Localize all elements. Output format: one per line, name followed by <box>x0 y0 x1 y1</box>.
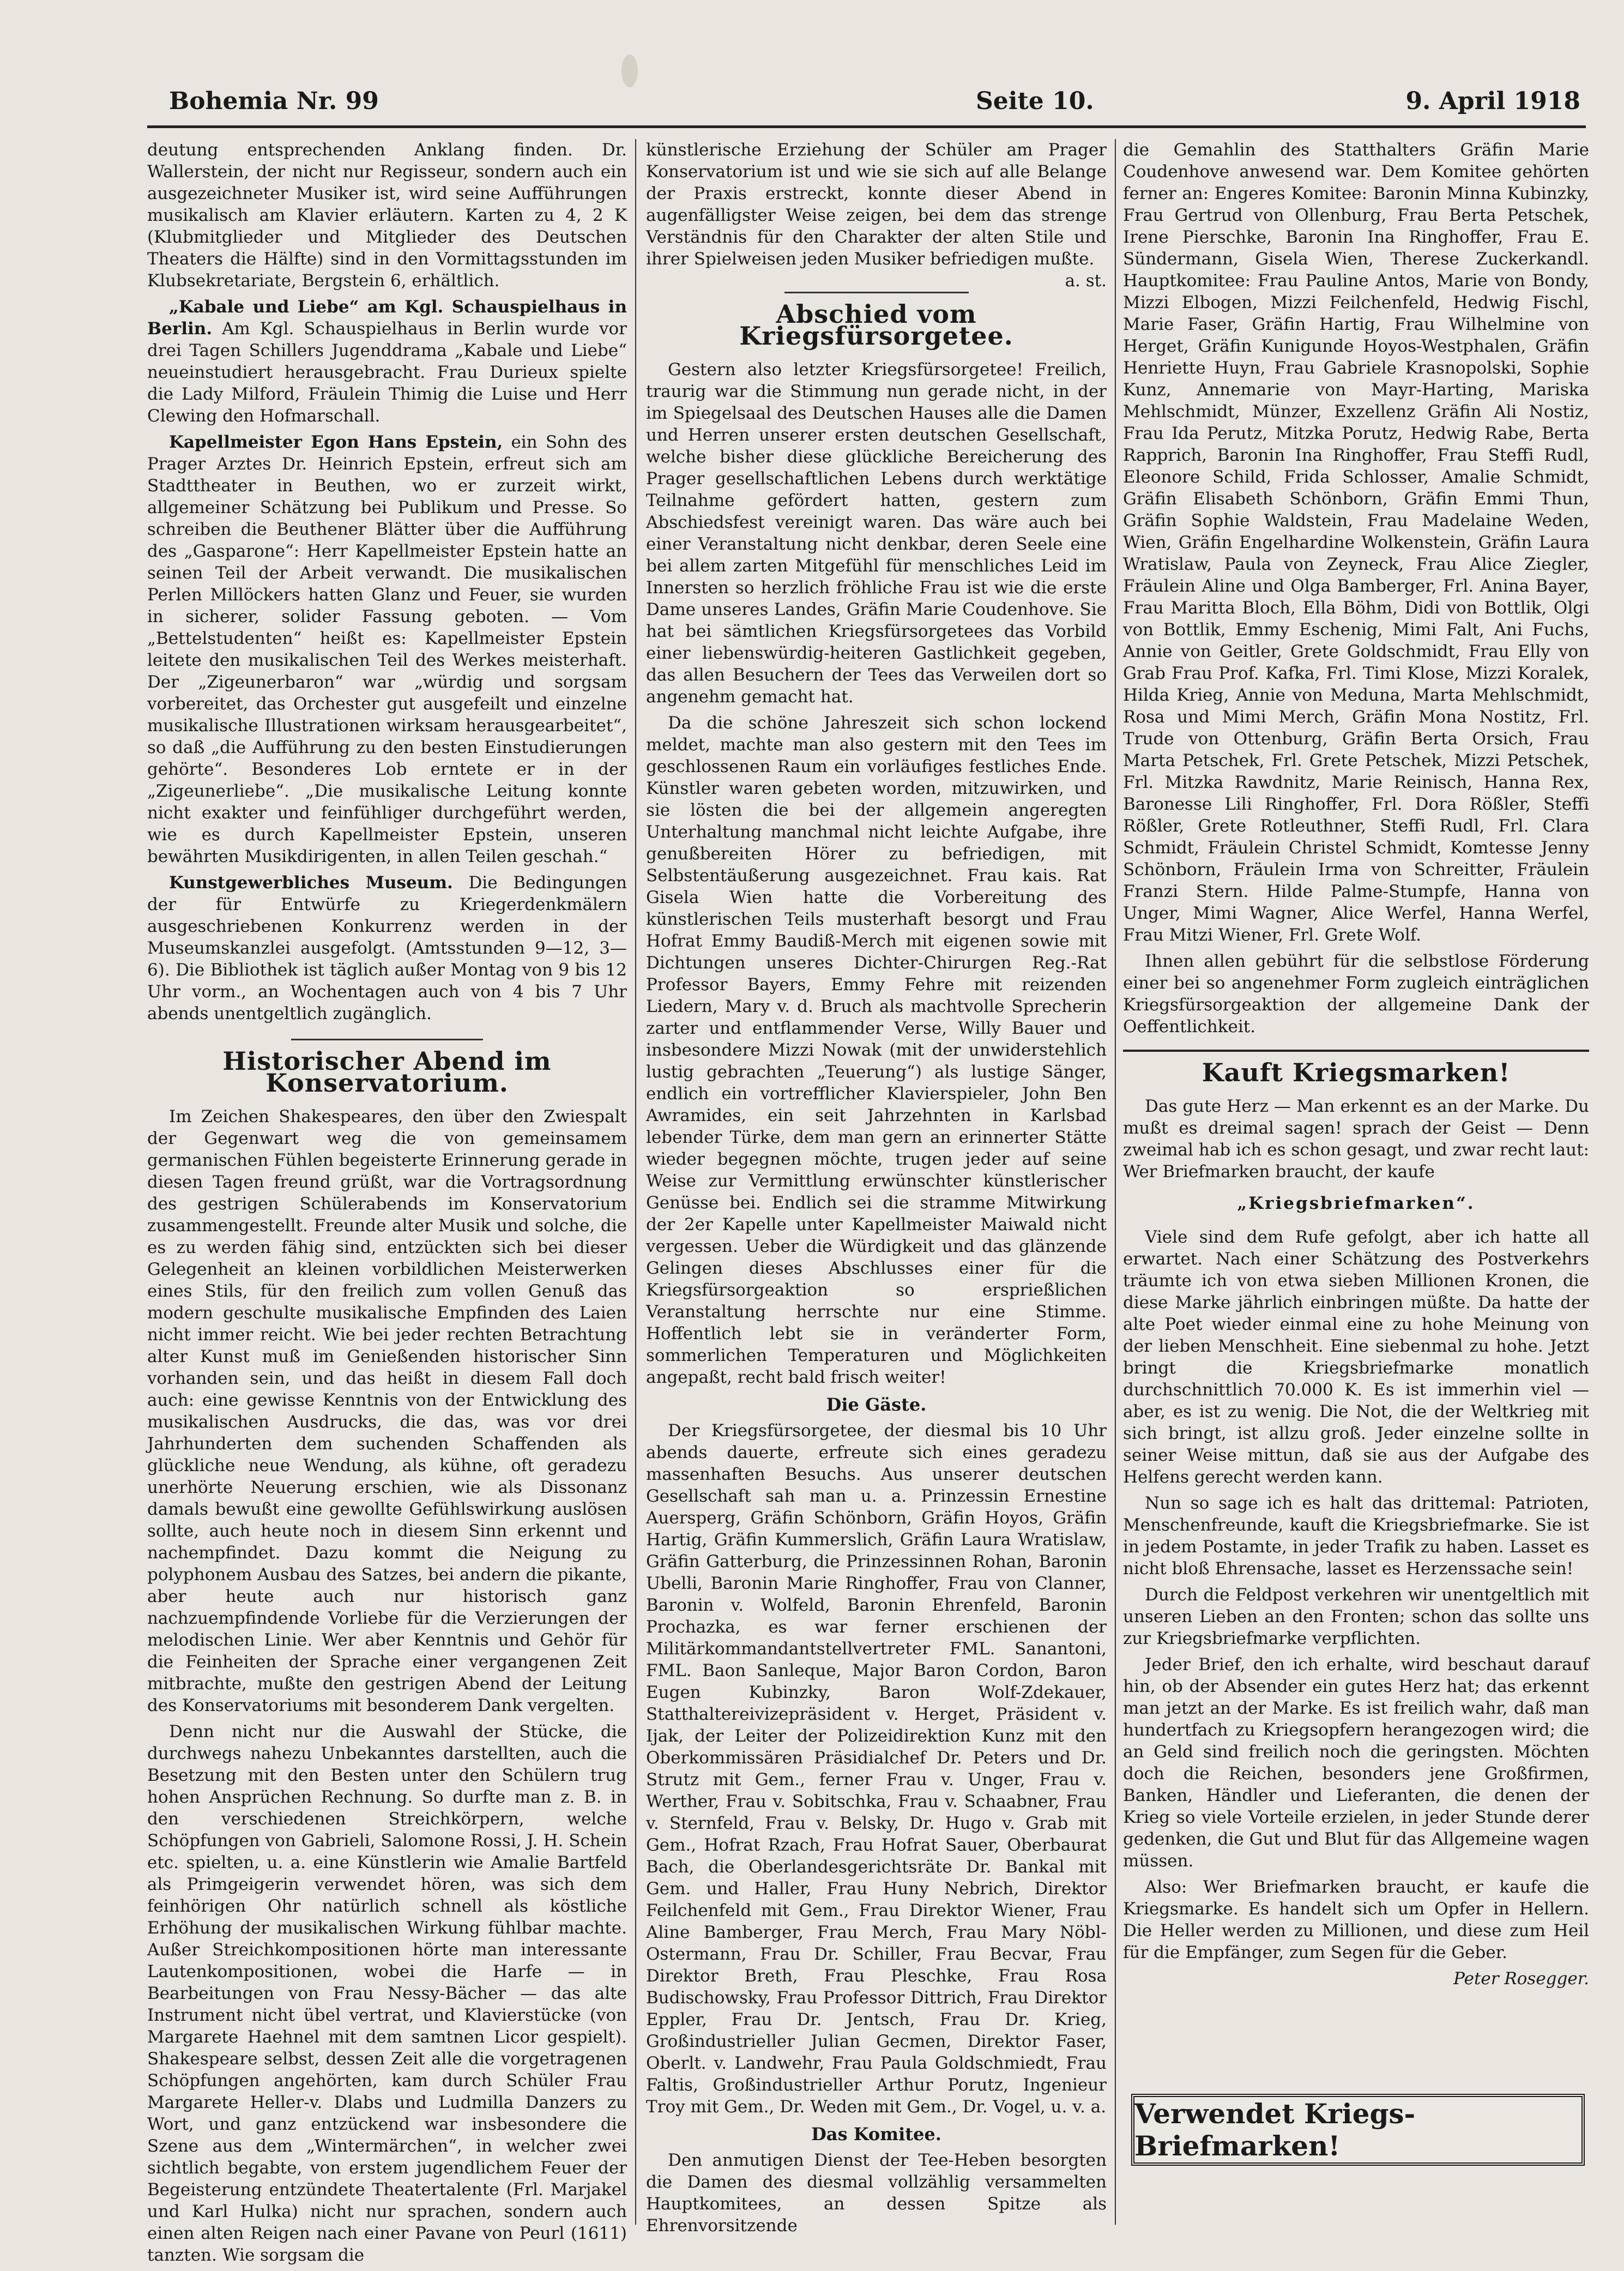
section-divider <box>1123 1050 1589 1052</box>
news-item-lead: „Kabale und Liebe“ am Kgl. Schauspielhaus in Berlin. <box>147 297 627 339</box>
column-right <box>1123 139 1589 2225</box>
article-text: deutung entsprechenden Anklang finden. Dr. Wallerstein, der nicht nur Regisseur, sondern auch ein ausgezeichneter Musiker ist, wird seine Aufführungen musikalisch am Klavier erläutern. Karten zu 4, 2 K (Klubmitglieder und Mitglieder des Deutschen Theaters die Hälfte) sind in den Vormittagsstunden im Klubsekretariate, Bergstein 6, erhältlich. <box>147 140 627 291</box>
news-item-body: Die Bedingungen der für Entwürfe zu Kriegerdenkmälern ausgeschriebenen Konkurrenz werden in der Museumskanzlei ausgefolgt. (Amtsstunden 9—12, 3—6). Die Bibliothek ist täglich außer Montag von 9 bis 12 Uhr vorm., an Wochentagen auch von 4 bis 7 Uhr abends unentgeltlich zugänglich. <box>147 873 627 1023</box>
column-left <box>147 139 627 2265</box>
section-divider <box>784 292 969 293</box>
subheading: Das Komitee. <box>811 2124 941 2145</box>
news-item-lead: Kunstgewerbliches Museum. <box>169 873 453 893</box>
page-header <box>147 82 1586 128</box>
article-paragraph: Das gute Herz — Man erkennt es an der Marke. Du mußt es dreimal sagen! sprach der Geist — Denn zweimal hab ich es schon gesagt, und zwar recht laut: Wer Briefmarken braucht, der kaufe <box>1123 1097 1589 1182</box>
author-signature: Peter Rosegger. <box>1453 1969 1589 1989</box>
article-signature: a. st. <box>1065 271 1107 291</box>
article-paragraph: Viele sind dem Rufe gefolgt, aber ich hatte all erwartet. Nach einer Schätzung des Postverkehrs träumte ich von etwa sieben Millionen Kronen, die diese Marke jährlich einbringen müßte. Da hatte der alte Poet wieder einmal eine zu hohe Meinung von der lieben Menschheit. Eine siebenmal zu hohe. Jetzt bringt die Kriegsbriefmarke monatlich durchschnittlich 70.000 K. Es ist immerhin viel — aber, es ist zu wenig. Die Not, die der Weltkrieg mit sich bringt, ist allzu groß. Jeder einzelne sollte in seiner Weise mittun, daß sie aus der Aufgabe des Helfens gerecht werden kann. <box>1123 1227 1589 1487</box>
news-item-body: ein Sohn des Prager Arztes Dr. Heinrich Epstein, erfreut sich am Stadttheater in Beuthen, wo er zurzeit wirkt, allgemeiner Schätzung bei Publikum und Presse. So schreiben die Beuthener Blätter über die Aufführung des „Gasparone“: Herr Kapellmeister Epstein hatte an seinen Teil der Arbeit verwandt. Die musikalischen Perlen Millöckers hatten Glanz und Feuer, sie wurden in sicherer, solider Fassung geboten. — Vom „Bettelstudenten“ heißt es: Kapellmeister Epstein leitete den musikalischen Teil des Werkes meisterhaft. Der „Zigeunerbaron“ war „würdig und sorgsam vorbereitet, das Orchester gut ausgefeilt und einzelne musikalische Illustrationen wirksam herausgearbeitet“, so daß „die Aufführung zu den besten Einstudierungen gehörte“. Besonderes Lob erntete er in der „Zigeunerliebe“. „Die musikalische Leitung konnte nicht exakter und feinfühliger durchgeführt werden, wie es durch Kapellmeister Epstein, unseren bewährten Musikdirigenten, in allen Teilen geschah.“ <box>147 432 627 866</box>
news-item <box>147 431 627 868</box>
article-text: die Gemahlin des Statthalters Gräfin Marie Coudenhove anwesend war. Dem Komitee gehörten ferner an: Engeres Komitee: Baronin Minna Kubinzky, Frau Gertrud von Ollenburg, Frau Berta Petschek, Irene Pierschke, Baronin Ina Ringhoffer, Frau E. Sündermann, Gisela Wien, Therese Zuckerkandl. Hauptkomitee: Frau Pauline Antos, Marie von Bondy, Mizzi Elbogen, Mizzi Feilchenfeld, Hedwig Fischl, Marie Faser, Gräfin Hartig, Frau Wilhelmine von Herget, Gräfin Kunigunde Hoyos-Westphalen, Gräfin Henriette Huyn, Frau Gabriele Krasnopolski, Sophie Kunz, Annemarie von Mayr-Harting, Mariska Mehlschmidt, Münzer, Exzellenz Gräfin Ali Nostiz, Frau Ida Perutz, Mitzka Porutz, Hedwig Rabe, Berta Rapprich, Baronin Ina Ringhoffer, Frau Steffi Rudl, Eleonore Schild, Frida Schlosser, Amalie Schmidt, Gräfin Elisabeth Schönborn, Gräfin Emmi Thun, Gräfin Sophie Waldstein, Frau Madelaine Weden, Wien, Gräfin Engelhardine Wolkenstein, Gräfin Laura Wratislaw, Paula von Zeyneck, Frau Alice Ziegler, Fräulein Aline und Olga Bamberger, Frl. Anina Bayer, Frau Maritta Bloch, Ella Böhm, Didi von Bottlik, Olgi von Bottlik, Emmy Eschenig, Mimi Falt, Ani Fuchs, Annie von Geitler, Grete Goldschmidt, Frau Elly von Grab Frau Prof. Kafka, Frl. Timi Klose, Mizzi Koralek, Hilda Krieg, Annie von Meduna, Marta Mehlschmidt, Rosa und Mimi Merch, Gräfin Mona Nostitz, Frl. Trude von Ottenburg, Gräfin Berta Orsich, Frau Marta Petschek, Frl. Grete Petschek, Mizzi Petschek, Frl. Mitzka Rawdnitz, Marie Reinisch, Hanna Rex, Baronesse Lili Ringhoffer, Frl. Dora Rößler, Steffi Rößler, Grete Rotleuthner, Steffi Rudl, Frl. Clara Schmidt, Fräulein Christel Schmidt, Komtesse Jenny Schönborn, Fräulein Irma von Schreitter, Fräulein Franzi Stern. Hilde Palme-Stumpfe, Hanna von Unger, Mimi Wagner, Alice Werfel, Hanna Werfel, Frau Mitzi Wiener, Frl. Grete Wolf. <box>1123 140 1589 945</box>
news-item-body: Am Kgl. Schauspielhaus in Berlin wurde vor drei Tagen Schillers Jugenddrama „Kabale und Liebe“ neueinstudiert herausgebracht. Frau Durieux spielte die Lady Milford, Fräulein Thimig die Luise und Herr Clewing den Hofmarschall. <box>147 319 627 426</box>
section-divider <box>291 1039 483 1040</box>
column-middle <box>646 139 1107 2236</box>
article-headline: Abschied vom Kriegsfürsorgetee. <box>739 299 1013 351</box>
article-headline: Historischer Abend im Konservatorium. <box>222 1046 552 1098</box>
issue-date: 9. April 1918 <box>1405 87 1580 115</box>
subheading: Die Gäste. <box>826 1394 927 1415</box>
paper-stain <box>621 55 638 87</box>
article-paragraph: Gestern also letzter Kriegsfürsorgetee! Freilich, traurig war die Stimmung nun gerade nicht, in der im Spiegelsaal des Deutschen Hauses alle die Damen und Herren unserer ersten deutschen Gesellschaft, welche bisher diese glückliche Bereicherung des Prager gesellschaftlichen Lebens durch werktätige Teilnahme gefördert hatten, gestern zum Abschiedsfest vereinigt waren. Das wäre auch bei einer Veranstaltung nicht denkbar, deren Seele eine bei allem zarten Mitgefühl für menschliches Leid im Innersten so herzlich fröhliche Frau ist wie die erste Dame unseres Landes, Gräfin Marie Coudenhove. Sie hat bei sämtlichen Kriegsfürsorgetees das Vorbild einer liebenswürdig-heiteren Gastlichkeit gegeben, das allen Besuchern der Tees das Verweilen dort so angenehm gemacht hat. <box>646 360 1107 707</box>
news-item <box>147 872 627 1025</box>
article-paragraph: Ihnen allen gebührt für die selbstlose Förderung einer bei so angenehmer Form zugleich einträglichen Kriegsfürsorgeaktion der allgemeine Dank der Oeffentlichkeit. <box>1123 951 1589 1037</box>
article-paragraph: Durch die Feldpost verkehren wir unentgeltlich mit unseren Lieben an den Fronten; schon das sollte uns zur Kriegsbriefmarke verpflichten. <box>1123 1585 1589 1648</box>
article-paragraph: Nun so sage ich es halt das drittemal: Patrioten, Menschenfreunde, kauft die Kriegsbriefmarke. Sie ist in jedem Postamte, in jeder Trafik zu haben. Lasset es nicht bloß Ehrensache, lasset es Herzenssache sein! <box>1123 1493 1589 1579</box>
article-paragraph: Im Zeichen Shakespeares, den über den Zwiespalt der Gegenwart weg die von gemeinsamem germanischen Fühlen begeisterte Erinnerung gerade in diesen Tagen freund grüßt, war die Vortragsordnung des gestrigen Schülerabends im Konservatorium zusammengestellt. Freunde alter Musik und solche, die es zu werden fähig sind, entzückten sich bei dieser Gelegenheit an kleinen vorbildlichen Meisterwerken eines Stils, für den freilich zum vollen Genuß das modern geschulte musikalische Empfinden des Laien nicht immer reicht. Wie bei jeder rechten Betrachtung alter Kunst muß im Genießenden historischer Sinn vorhanden sein, und das heißt in diesem Fall doch auch: eine gewisse Kenntnis von der Entwicklung des musikalischen Ausdrucks, die das, was vor drei Jahrhunderten dem suchenden Schaffenden als glückliche neue Wendung, als kühne, oft geradezu unerhörte Neuerung erschien, wie als Dissonanz damals bewußt eine gewollte Gefühlswirkung auslösen sollte, auch heute noch in diesem Sinn erkennt und nachempfindet. Dazu kommt die Neigung zu polyphonem Ausbau des Satzes, bei andern die pikante, aber heute auch nur historisch ganz nachzuempfindende Vorliebe für die Verzierungen der melodischen Linie. Wer aber Kenntnis und Gehör für die Feinheiten der Sprache einer vergangenen Zeit mitbrachte, mußte den gestrigen Abend der Leitung des Konservatoriums mit besonderem Dank vergelten. <box>147 1107 627 1715</box>
advertisement-text: Verwendet Kriegs-Briefmarken! <box>1134 2098 1416 2162</box>
article-text-body: künstlerische Erziehung der Schüler am Prager Konservatorium ist und wie sie sich auf alle Belange der Praxis erstreckt, konnte dieser Abend in augenfälligster Weise zeigen, bei dem das strenge Verständnis für den Charakter der alten Stile und ihrer Spielweisen jeden Musiker befriedigen mußte. <box>646 140 1107 269</box>
article-paragraph: Der Kriegsfürsorgetee, der diesmal bis 10 Uhr abends dauerte, erfreute sich eines geradezu massenhaften Besuchs. Aus unserer deutschen Gesellschaft sah man u. a. Prinzessin Ernestine Auersperg, Gräfin Schönborn, Gräfin Hoyos, Gräfin Hartig, Gräfin Kummerslich, Gräfin Laura Wratislaw, Gräfin Gatterburg, die Prinzessinnen Rohan, Baronin Ubelli, Baronin Marie Ringhoffer, Frau von Clanner, Baronin v. Wolfeld, Baronin Ehrenfeld, Baronin Prochazka, es war ferner erschienen der Militärkommandantstellvertreter FML. Sanantoni, FML. Baon Sanleque, Major Baron Cordon, Baron Eugen Kubinzky, Baron Wolf-Zdekauer, Statthaltereivizepräsident v. Herget, Präsident v. Ijak, der Leiter der Polizeidirektion Kunz mit den Oberkommissären Präsidialchef Dr. Peters und Dr. Strutz mit Gem., ferner Frau v. Unger, Frau v. Werther, Frau v. Sobitschka, Frau v. Schaabner, Frau v. Sternfeld, Frau v. Belsky, Dr. Hugo v. Grab mit Gem., Hofrat Rzach, Frau Hofrat Sauer, Oberbaurat Bach, die Oberlandesgerichtsräte Dr. Bankal mit Gem. und Haller, Frau Huny Nebrich, Direktor Feilchenfeld mit Gem., Frau Direktor Wiener, Frau Aline Bamberger, Frau Merch, Frau Mary Nöbl-Ostermann, Frau Dr. Schiller, Frau Becvar, Frau Direktor Breth, Frau Pleschke, Frau Rosa Budischowsky, Frau Professor Dittrich, Frau Direktor Eppler, Frau Dr. Jentsch, Frau Dr. Krieg, Großindustrieller Julian Gecmen, Direktor Faser, Oberlt. v. Landwehr, Frau Paula Goldschmiedt, Frau Faltis, Großindustrieller Arthur Porutz, Ingenieur Troy mit Gem., Dr. Weden mit Gem., Dr. Vogel, u. v. a. <box>646 1421 1107 2117</box>
article-text <box>646 139 1107 291</box>
column-rule-2 <box>1115 139 1116 2225</box>
quoted-slogan: „Kriegsbriefmarken“. <box>1237 1194 1475 1213</box>
news-item <box>147 296 627 427</box>
page-number: Seite 10. <box>976 87 1094 115</box>
article-paragraph: Denn nicht nur die Auswahl der Stücke, die durchwegs nahezu Unbekanntes darstellten, auch die Besetzung mit den Besten unter den Schülern trug hohen Ansprüchen Rechnung. So durfte man z. B. in den verschiedenen Streichkörpern, welche Schöpfungen von Gabrieli, Salomone Rossi, J. H. Schein etc. spielten, u. a. eine Künstlerin wie Amalie Bartfeld als Primgeigerin verwendet hören, was sich dem feinhörigen Ohr natürlich schnell als köstliche Erhöhung der musikalischen Wirkung fühlbar machte. Außer Streichkompositionen hörte man interessante Lautenkompositionen, wobei die Harfe — in Bearbeitungen von Frau Nessy-Bächer — das alte Instrument nicht übel vertrat, und Klavierstücke (von Margarete Haehnel mit dem samtnen Licor gespielt). Shakespeare selbst, dessen Zeit alle die vorgetragenen Schöpfungen angehörten, kam durch Schüler Frau Margarete Heller-v. Dlabs und Ludmilla Danzers zu Wort, und ganz entzückend war insbesondere die Szene aus dem „Wintermärchen“, in welcher zwei sichtlich begabte, von erstem jugendlichem Feuer der Begeisterung entzündete Theatertalente (Frl. Marjakel und Karl Hulka) nicht nur sprachen, sondern auch einen alten Reigen nach einer Pavane von Peurl (1611) tanzten. Wie sorgsam die <box>147 1722 627 2265</box>
masthead-issue: Bohemia Nr. 99 <box>169 87 379 115</box>
article-paragraph: Also: Wer Briefmarken braucht, er kaufe die Kriegsmarke. Es handelt sich um Opfer in Hellern. Die Heller werden zu Millionen, und diese zum Heil für die Empfänger, zum Segen für die Geber. <box>1123 1877 1589 1962</box>
article-paragraph: Den anmutigen Dienst der Tee-Heben besorgten die Damen des diesmal vollzählig versammelten Hauptkomitees, an dessen Spitze als Ehrenvorsitzende <box>646 2150 1107 2236</box>
column-rule-1 <box>635 139 636 2225</box>
article-paragraph: Jeder Brief, den ich erhalte, wird beschaut darauf hin, ob der Absender ein gutes Herz hat; das erkennt man jetzt an der Marke. Es ist freilich wahr, daß man hundertfach zu Kriegsopfern herangezogen wird; die an Geld sind freilich noch die geringsten. Möchten doch die Reichen, besonders jene Großfirmen, Banken, Händler und Lieferanten, die denen der Krieg so viele Vorteile erzielen, in jeder Stunde derer gedenken, die Gut und Blut für das Allgemeine wagen müssen. <box>1123 1655 1589 1871</box>
article-headline: Kauft Kriegsmarken! <box>1202 1058 1511 1087</box>
boxed-advertisement <box>1131 2094 1585 2166</box>
article-paragraph: Da die schöne Jahreszeit sich schon lockend meldet, machte man also gestern mit den Tees im geschlossenen Raum ein vorläufiges festliches Ende. Künstler waren gebeten worden, mitzuwirken, und sie lösten die bei der allgemein angeregten Unterhaltung manchmal nicht leichte Aufgabe, ihre genußbereiten Hörer zu befriedigen, mit Selbstentäußerung ausgezeichnet. Frau kais. Rat Gisela Wien hatte die Vorbereitung des künstlerischen Teils musterhaft besorgt und Frau Hofrat Emmy Baudiß-Merch mit eigenen sowie mit Dichtungen unseres Dichter-Chirurgen Reg.-Rat Professor Bayers, Emmy Fehre mit reizenden Liedern, Mary v. d. Bruch als machtvolle Sprecherin zarter und entflammender Verse, Willy Bauer und insbesondere Mizzi Nowak (mit der unwiderstehlich lustig gebrachten „Teuerung“) als lustige Sänger, endlich ein vortrefflicher Klavierspieler, John Ben Awramides, ein seit Jahrzehnten in Karlsbad lebender Türke, dem man gern an erinnerter Stätte wieder begegnen möchte, trugen jeder auf seine Weise zur Vermittlung erwünschter künstlerischer Genüsse bei. Endlich sei die stramme Mitwirkung der 2er Kapelle unter Kapellmeister Maiwald nicht vergessen. Ueber die Würdigkeit und das glänzende Gelingen dieses Abschlusses einer für die Kriegsfürsorgeaktion so ersprießlichen Veranstaltung herrschte nur eine Stimme. Hoffentlich lebt sie in veränderter Form, sommerlichen Temperaturen und Möglichkeiten angepaßt, recht bald frisch weiter! <box>646 713 1107 1387</box>
news-item-lead: Kapellmeister Egon Hans Epstein, <box>169 432 503 452</box>
